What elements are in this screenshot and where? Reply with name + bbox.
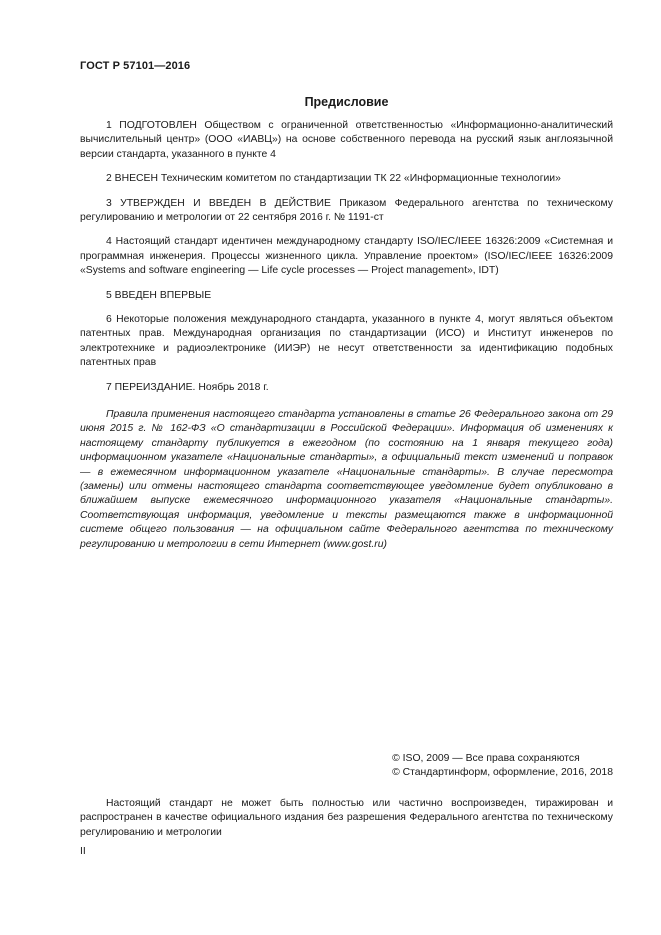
application-rules-notice: Правила применения настоящего стандарта установлены в статье 26 Федерального закона от 29 июня 2015 г. № 162-ФЗ «О стандартизации в Российской Федерации». Информация об изменениях к настоящему стандарту публикуется в ежегодном (по состоянию на 1 января текущего года) информационном указателе «Национальные стандарты», а официальный текст изменений и поправок — в ежемесячном информационном указателе «Национальные стандарты». В случае пересмотра (замены) или отмены настоящего стандарта соответствующее уведомление будет опубликовано в ближайшем выпуске ежемесячного информационного указателя «Национальные стандарты». Соответствующая информация, уведомление и тексты размещаются также в информационной системе общего пользования — на официальном сайте Федерального агентства по техническому регулированию и метрологии в сети Интернет (www.gost.ru): [80, 409, 613, 550]
foreword-item-7: 7 ПЕРЕИЗДАНИЕ. Ноябрь 2018 г.: [106, 381, 269, 393]
foreword-body: [80, 119, 613, 405]
foreword-item-3: 3 УТВЕРЖДЕН И ВВЕДЕН В ДЕЙСТВИЕ Приказом Федерального агентства по техническому регулированию и метрологии от 22 сентября 2016 г. № 1191-ст: [80, 197, 613, 224]
foreword-item-1: 1 ПОДГОТОВЛЕН Обществом с ограниченной ответственностью «Информационно-аналитический вычислительный центр» (ООО «ИАВЦ») на основе собственного перевода на русский язык англоязычной версии стандарта, указанного в пункте 4: [80, 120, 613, 160]
copyright-block: [392, 752, 613, 781]
standard-id-header: ГОСТ Р 57101—2016: [80, 60, 191, 72]
foreword-item-6: 6 Некоторые положения международного стандарта, указанного в пункте 4, могут являться объектом патентных прав. Международная организация по стандартизации (ИСО) и Институт инженеров по электротехнике и радиоэлектронике (ИИЭР) не несут ответственности за идентификацию подобных патентных прав: [80, 314, 613, 369]
foreword-title: Предисловие: [304, 95, 389, 109]
foreword-item-2: 2 ВНЕСЕН Техническим комитетом по стандартизации ТК 22 «Информационные технологии»: [106, 173, 561, 185]
iso-copyright: © ISO, 2009 — Все права сохраняются: [392, 753, 580, 764]
foreword-item-5: 5 ВВЕДЕН ВПЕРВЫЕ: [106, 289, 212, 301]
foreword-item-4: 4 Настоящий стандарт идентичен международному стандарту ISO/IEC/IEEE 16326:2009 «Системная и программная инженерия. Процессы жизненного цикла. Управление проектом» (ISO/IEC/IEEE 16326:2009 «Systems and software engineering — Life cycle processes — Project management», IDT): [80, 236, 613, 277]
reproduction-rights-notice: Настоящий стандарт не может быть полностью или частично воспроизведен, тиражирован и распространен в качестве официального издания без разрешения Федерального агентства по техническому регулированию и метрологии: [80, 798, 613, 838]
standartinform-copyright: © Стандартинформ, оформление, 2016, 2018: [392, 767, 613, 779]
page-number: II: [80, 846, 86, 857]
